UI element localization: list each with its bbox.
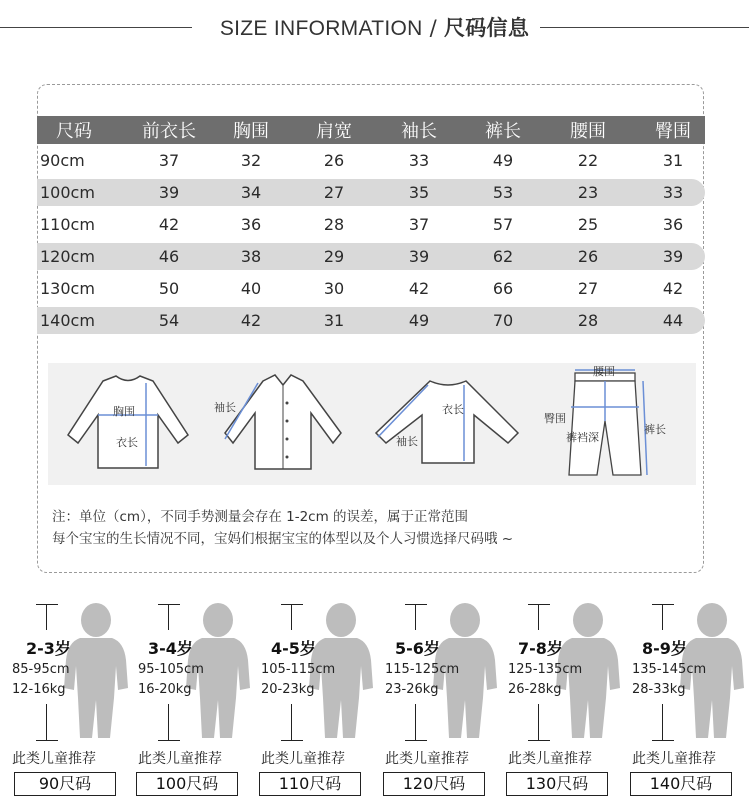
table-cell: 140cm [40, 310, 95, 330]
weight-range: 16-20kg [138, 682, 192, 697]
weight-range: 23-26kg [385, 682, 439, 697]
age-range: 2-3岁 [26, 639, 71, 658]
column-header: 尺码 [56, 121, 92, 142]
height-marker-lower [291, 704, 292, 740]
table-row [37, 144, 705, 176]
table-cell: 29 [323, 246, 345, 266]
table-cell: 23 [577, 182, 599, 202]
table-cell: 100cm [40, 182, 95, 202]
table-cell: 42 [662, 278, 684, 298]
recommend-label: 此类儿童推荐 [632, 751, 716, 767]
height-marker-lower [168, 704, 169, 740]
label-chest: 胸围 [113, 405, 135, 418]
table-cell: 39 [158, 182, 180, 202]
table-cell: 70 [492, 310, 514, 330]
table-cell: 25 [577, 214, 599, 234]
recommended-size: 100尺码 [136, 772, 238, 796]
height-marker-top [528, 604, 550, 605]
table-cell: 37 [408, 214, 430, 234]
shirt-diagram [213, 363, 353, 485]
height-range: 85-95cm [12, 662, 70, 677]
height-marker-lower [662, 704, 663, 740]
table-cell: 44 [662, 310, 684, 330]
height-range: 95-105cm [138, 662, 204, 677]
table-cell: 27 [577, 278, 599, 298]
table-cell: 54 [158, 310, 180, 330]
age-range: 5-6岁 [395, 639, 440, 658]
table-cell: 27 [323, 182, 345, 202]
table-cell: 90cm [40, 150, 85, 170]
recommended-size: 90尺码 [14, 772, 116, 796]
kid-card [8, 600, 132, 805]
table-row [37, 208, 705, 240]
recommended-size: 130尺码 [506, 772, 608, 796]
table-cell: 28 [577, 310, 599, 330]
height-marker-upper [168, 604, 169, 630]
long-sleeve-tee-diagram [58, 363, 198, 485]
title-en: SIZE INFORMATION [219, 17, 423, 40]
table-cell: 30 [323, 278, 345, 298]
table-cell: 36 [662, 214, 684, 234]
table-cell: 42 [240, 310, 262, 330]
height-marker-bottom [36, 740, 58, 741]
table-cell: 26 [323, 150, 345, 170]
column-header: 胸围 [233, 121, 269, 142]
height-range: 125-135cm [508, 662, 583, 677]
label-rise: 裤裆深 [566, 431, 599, 444]
recommended-size: 110尺码 [259, 772, 361, 796]
table-cell: 38 [240, 246, 262, 266]
height-marker-lower [46, 704, 47, 740]
recommended-size: 120尺码 [383, 772, 485, 796]
label-sleeve-2: 袖长 [396, 435, 418, 448]
height-marker-upper [415, 604, 416, 630]
kid-card [377, 600, 501, 805]
kid-card [624, 600, 748, 805]
column-header: 裤长 [485, 121, 521, 142]
kid-card [130, 600, 254, 805]
height-marker-top [281, 604, 303, 605]
table-cell: 66 [492, 278, 514, 298]
table-cell: 39 [408, 246, 430, 266]
age-range: 8-9岁 [642, 639, 687, 658]
table-cell: 35 [408, 182, 430, 202]
table-row [37, 304, 705, 336]
height-marker-bottom [158, 740, 180, 741]
age-range: 7-8岁 [518, 639, 563, 658]
table-row [37, 272, 705, 304]
table-cell: 50 [158, 278, 180, 298]
table-cell: 37 [158, 150, 180, 170]
table-cell: 42 [158, 214, 180, 234]
column-header: 袖长 [401, 121, 437, 142]
weight-range: 26-28kg [508, 682, 562, 697]
table-cell: 130cm [40, 278, 95, 298]
age-range: 4-5岁 [271, 639, 316, 658]
height-marker-top [158, 604, 180, 605]
label-inseam: 裤长 [644, 423, 666, 436]
table-cell: 22 [577, 150, 599, 170]
table-cell: 33 [408, 150, 430, 170]
column-header: 前衣长 [142, 121, 196, 142]
age-range: 3-4岁 [148, 639, 193, 658]
table-cell: 42 [408, 278, 430, 298]
table-cell: 33 [662, 182, 684, 202]
table-cell: 31 [323, 310, 345, 330]
table-cell: 39 [662, 246, 684, 266]
table-cell: 36 [240, 214, 262, 234]
size-table [37, 116, 705, 336]
table-header-row [37, 116, 705, 144]
height-marker-upper [291, 604, 292, 630]
height-range: 135-145cm [632, 662, 707, 677]
kid-card [253, 600, 377, 805]
table-cell: 28 [323, 214, 345, 234]
table-cell: 120cm [40, 246, 95, 266]
label-length-2: 衣长 [442, 403, 464, 416]
height-marker-upper [662, 604, 663, 630]
height-range: 105-115cm [261, 662, 336, 677]
weight-range: 20-23kg [261, 682, 315, 697]
table-cell: 49 [492, 150, 514, 170]
height-marker-upper [538, 604, 539, 630]
column-header: 肩宽 [316, 121, 352, 142]
recommend-label: 此类儿童推荐 [138, 751, 222, 767]
table-cell: 31 [662, 150, 684, 170]
height-marker-top [652, 604, 674, 605]
height-marker-lower [538, 704, 539, 740]
note-line-2: 每个宝宝的生长情况不同，宝妈们根据宝宝的体型以及个人习惯选择尺码哦 ~ [52, 531, 514, 547]
title-divider: / [429, 16, 437, 40]
weight-range: 12-16kg [12, 682, 66, 697]
table-cell: 26 [577, 246, 599, 266]
height-marker-bottom [528, 740, 550, 741]
table-cell: 40 [240, 278, 262, 298]
label-waist: 腰围 [593, 365, 615, 378]
height-marker-top [405, 604, 427, 605]
column-header: 腰围 [570, 121, 606, 142]
height-marker-top [36, 604, 58, 605]
table-cell: 32 [240, 150, 262, 170]
height-marker-bottom [652, 740, 674, 741]
weight-range: 28-33kg [632, 682, 686, 697]
label-sleeve-1: 袖长 [214, 401, 236, 414]
table-cell: 110cm [40, 214, 95, 234]
table-cell: 46 [158, 246, 180, 266]
height-marker-bottom [405, 740, 427, 741]
recommend-label: 此类儿童推荐 [385, 751, 469, 767]
table-cell: 49 [408, 310, 430, 330]
page-title [0, 12, 749, 42]
recommend-label: 此类儿童推荐 [508, 751, 592, 767]
note-line-1: 注：单位（cm），不同手势测量会存在 1-2cm 的误差，属于正常范围 [52, 509, 469, 525]
table-cell: 34 [240, 182, 262, 202]
table-cell: 62 [492, 246, 514, 266]
table-row [37, 176, 705, 208]
height-range: 115-125cm [385, 662, 460, 677]
column-header: 臀围 [655, 121, 691, 142]
height-marker-bottom [281, 740, 303, 741]
recommend-label: 此类儿童推荐 [12, 751, 96, 767]
height-marker-lower [415, 704, 416, 740]
recommend-label: 此类儿童推荐 [261, 751, 345, 767]
recommended-size: 140尺码 [630, 772, 732, 796]
label-hip: 臀围 [544, 412, 566, 425]
table-cell: 53 [492, 182, 514, 202]
kid-card [500, 600, 624, 805]
table-cell: 57 [492, 214, 514, 234]
table-row [37, 240, 705, 272]
label-length: 衣长 [116, 436, 138, 449]
title-cn: 尺码信息 [443, 16, 530, 40]
height-marker-upper [46, 604, 47, 630]
measurement-diagrams [48, 363, 696, 485]
sweatshirt-diagram [368, 363, 528, 485]
